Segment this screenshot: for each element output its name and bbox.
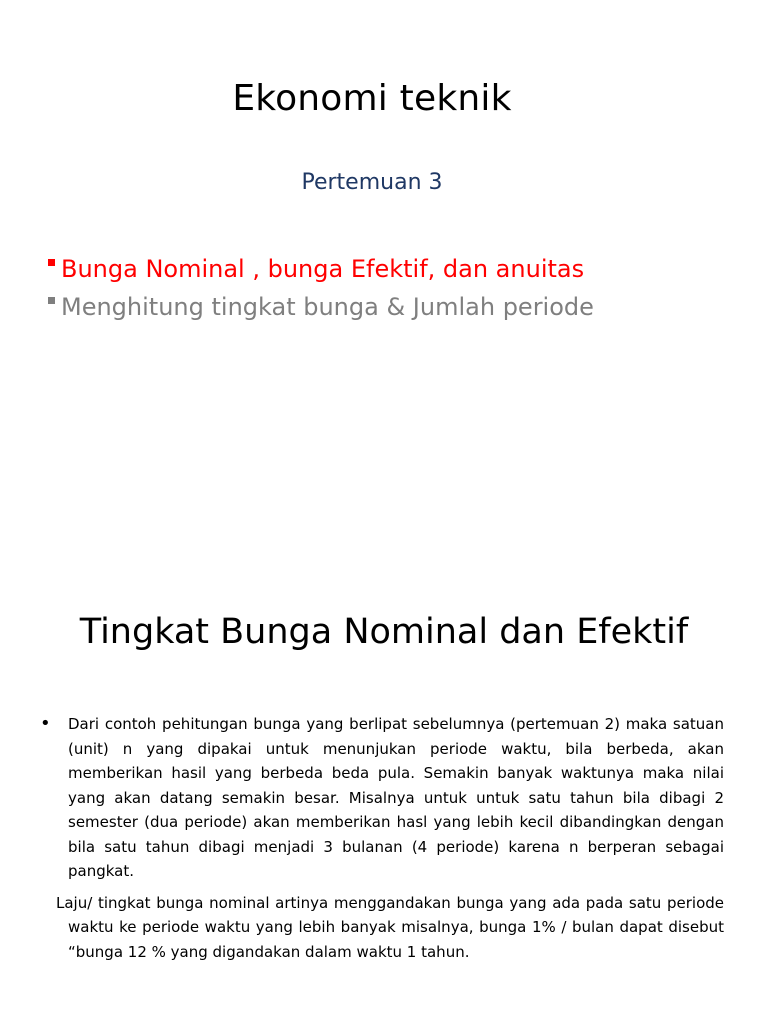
square-bullet-icon — [48, 297, 55, 304]
slide-1-subtitle: Pertemuan 3 — [301, 170, 443, 195]
slide-2 — [0, 512, 768, 1024]
paragraph-1 — [38, 712, 724, 884]
paragraph-1-text: Dari contoh pehitungan bunga yang berlipat sebelumnya (pertemuan 2) maka satuan (unit) n yang dipakai untuk menunjukan periode waktu, bila berbeda, akan memberikan hasil yang berbeda beda pula. Semakin banyak waktunya maka nilai yang akan datang semakin besar. Misalnya untuk untuk satu tahun bila dibagi 2 semester (dua periode) akan memberikan hasl yang lebih kecil dibandingkan dengan bila satu tahun dibagi menjadi 3 bulanan (4 periode) karena n berperan sebagai pangkat. — [68, 715, 724, 880]
slide-1-bullet-list — [48, 250, 594, 326]
bullet-item-active — [48, 250, 594, 288]
paragraph-2: Laju/ tingkat bunga nominal artinya menggandakan bunga yang ada pada satu periode waktu ke periode waktu yang lebih banyak misalnya, bunga 1% / bulan dapat disebut “bunga 12 % yang digandakan dalam waktu 1 tahun. — [56, 893, 724, 961]
bullet-text: Bunga Nominal , bunga Efektif, dan anuitas — [61, 255, 585, 283]
slide-1-title: Ekonomi teknik — [232, 78, 512, 119]
slide-2-body — [38, 712, 724, 964]
square-bullet-icon — [48, 259, 55, 266]
bullet-text: Menghitung tingkat bunga & Jumlah periode — [61, 293, 594, 321]
bullet-item-inactive — [48, 288, 594, 326]
round-bullet-icon: • — [40, 713, 51, 734]
slide-2-title: Tingkat Bunga Nominal dan Efektif — [79, 612, 689, 652]
